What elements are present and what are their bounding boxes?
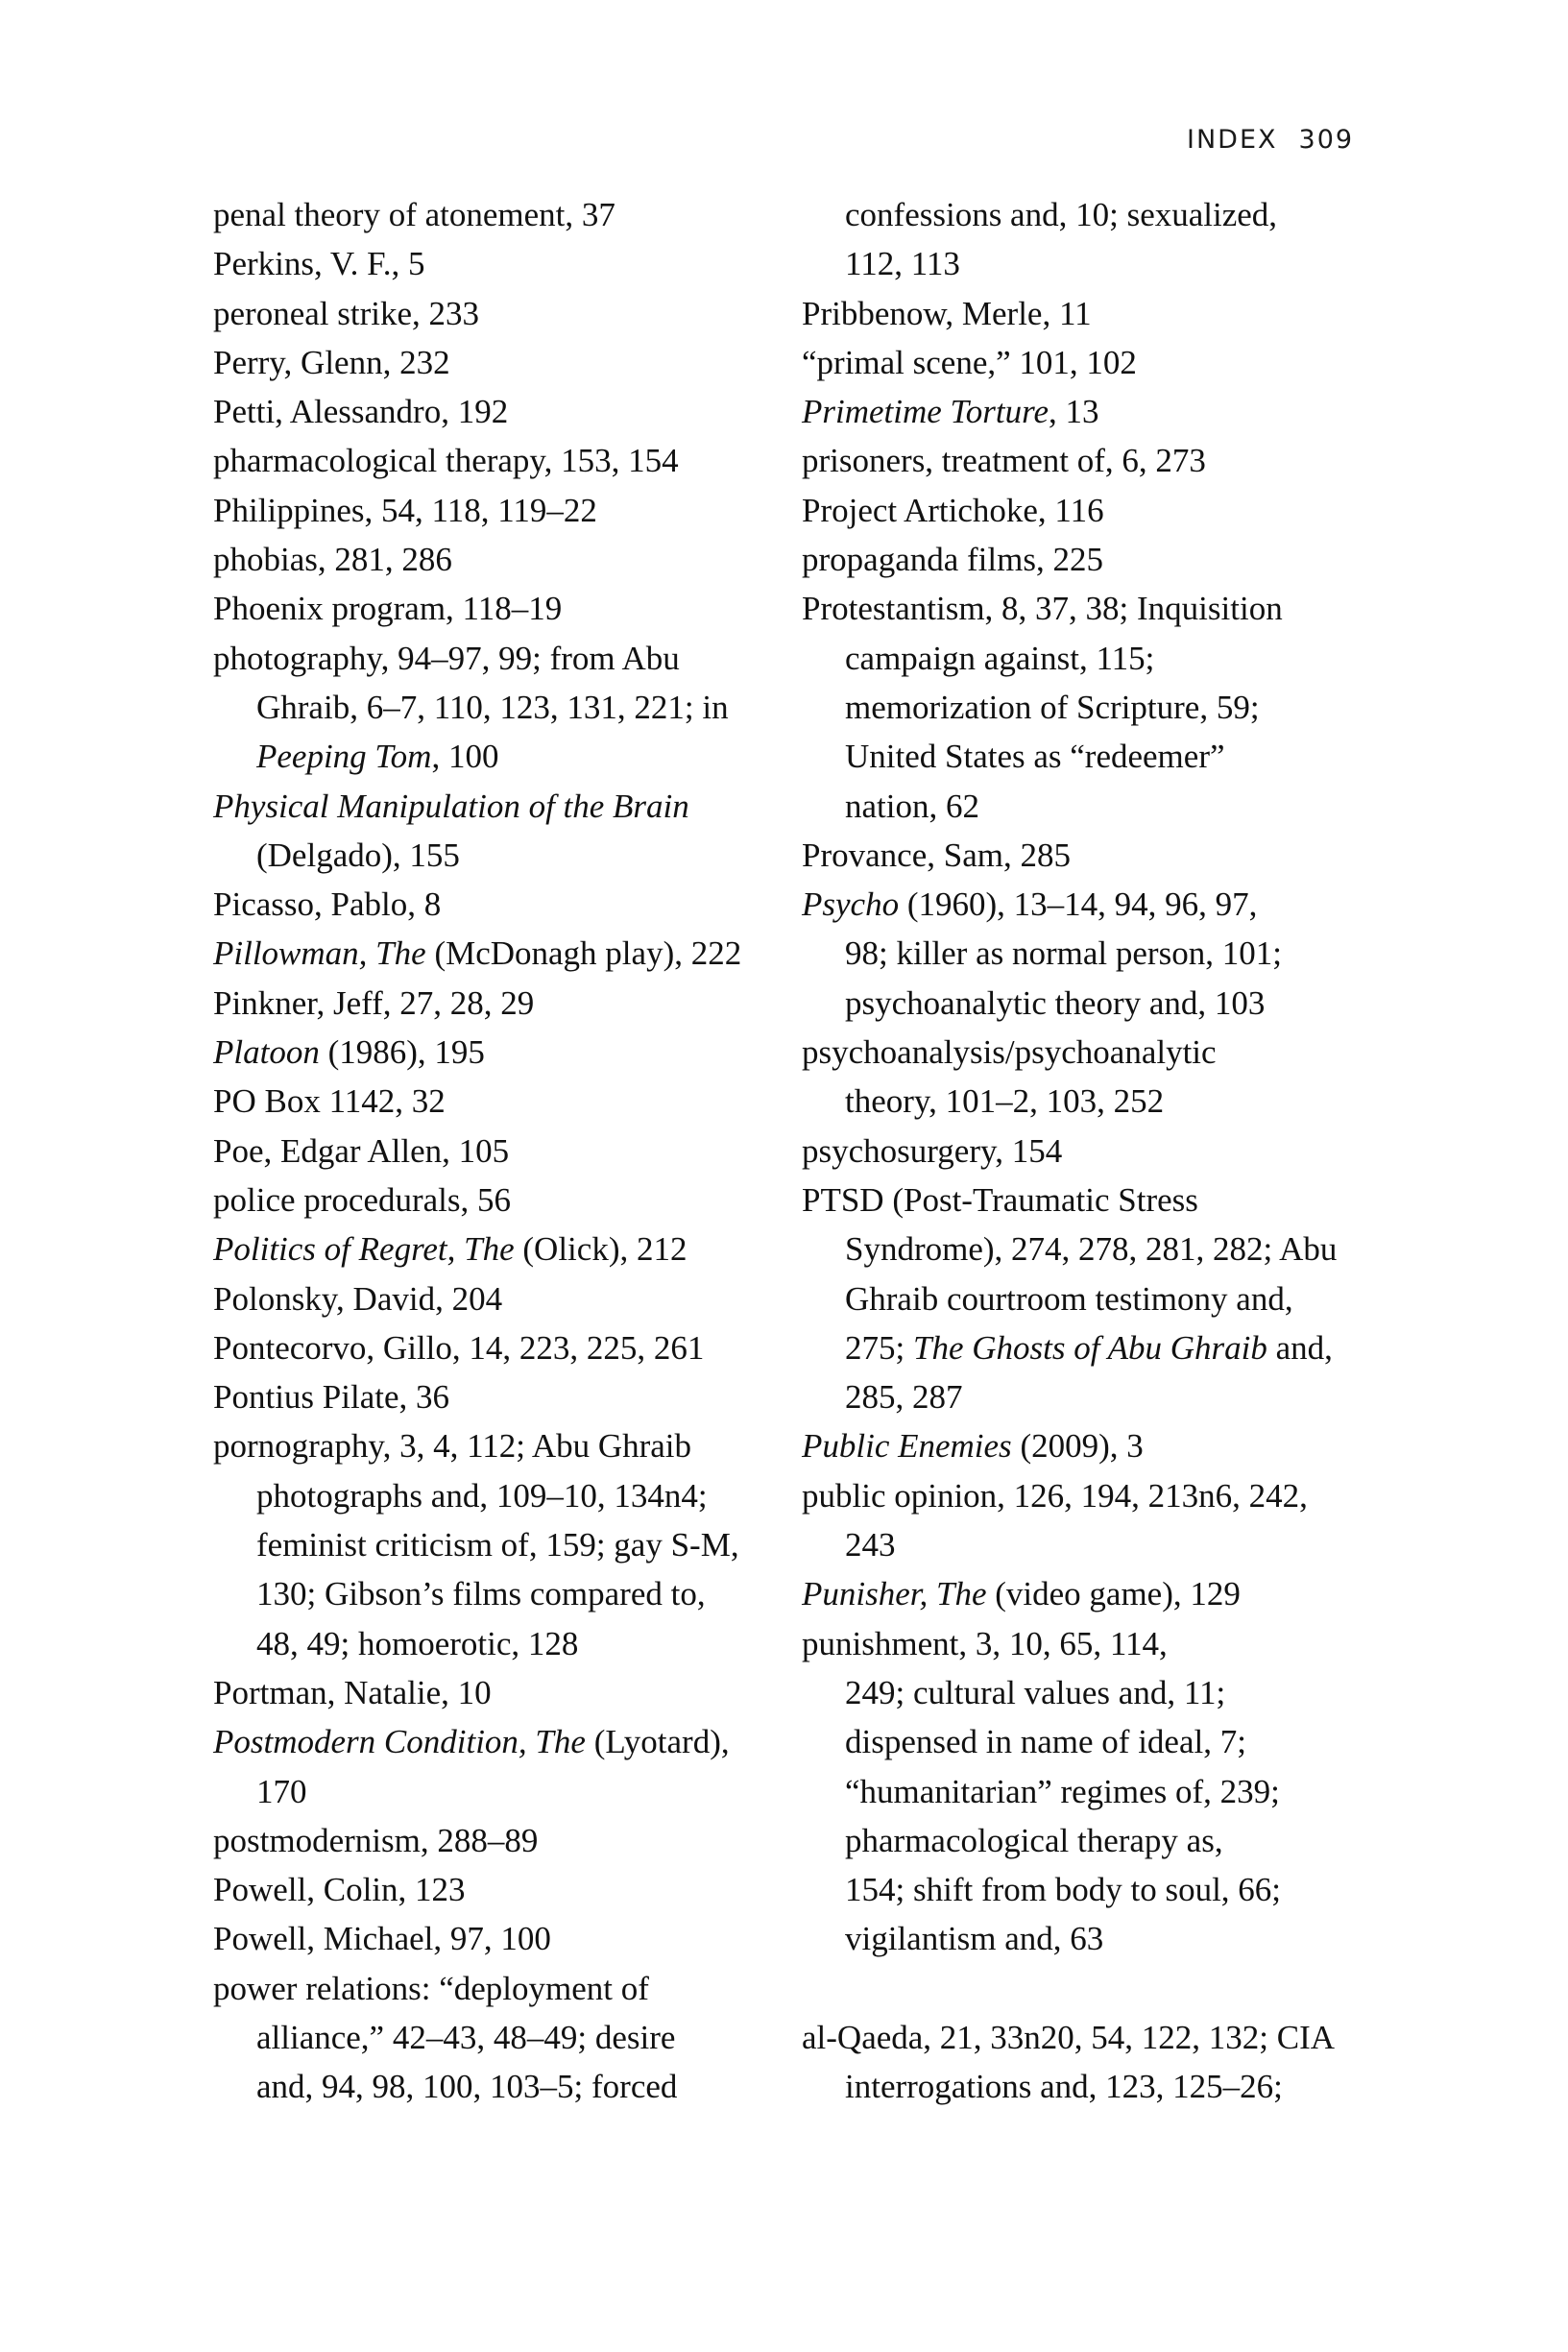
index-subline <box>802 782 1378 831</box>
entry-text: Perry, Glenn, 232 <box>213 343 450 381</box>
index-entry <box>802 1176 1378 1224</box>
section-label: INDEX <box>1187 125 1278 155</box>
title-text: Peeping Tom <box>256 738 432 776</box>
index-entry <box>213 979 789 1028</box>
index-entry <box>213 634 789 683</box>
entry-text: 130; Gibson’s films compared to, <box>256 1575 706 1613</box>
entry-text: vigilantism and, 63 <box>845 1920 1104 1958</box>
index-entry <box>802 880 1378 929</box>
index-entry <box>213 584 789 633</box>
entry-text: propaganda films, 225 <box>802 541 1103 579</box>
index-subline <box>213 1767 789 1816</box>
entry-text: punishment, 3, 10, 65, 114, <box>802 1624 1168 1662</box>
entry-text: confessions and, 10; sexualized, <box>845 196 1278 233</box>
entry-text: Polonsky, David, 204 <box>213 1279 503 1318</box>
index-entry <box>802 436 1378 485</box>
index-subline <box>213 831 789 880</box>
entry-text: Portman, Natalie, 10 <box>213 1673 492 1711</box>
entry-text: police procedurals, 56 <box>213 1180 512 1219</box>
title-text: Primetime Torture <box>802 393 1049 431</box>
entry-text: , 13 <box>1049 393 1099 431</box>
title-text: Punisher, The <box>802 1575 987 1613</box>
entry-text: United States as “redeemer” <box>845 738 1225 776</box>
index-entry <box>213 929 789 978</box>
index-entry <box>802 1471 1378 1520</box>
index-subline <box>802 1914 1378 1963</box>
index-entry <box>802 2013 1378 2062</box>
index-subline <box>802 929 1378 978</box>
index-subline <box>802 1224 1378 1273</box>
entry-text: Ghraib, 6–7, 110, 123, 131, 221; in <box>256 688 729 726</box>
entry-text: 48, 49; homoerotic, 128 <box>256 1624 579 1662</box>
entry-text: postmodernism, 288–89 <box>213 1821 539 1859</box>
index-entry <box>213 1816 789 1865</box>
index-entry <box>213 1421 789 1470</box>
index-subline <box>802 1520 1378 1569</box>
title-text: Pillowman, The <box>213 934 426 973</box>
index-column-left <box>213 190 789 2112</box>
entry-text: (1986), 195 <box>319 1033 485 1072</box>
index-entry <box>802 289 1378 338</box>
index-entry <box>213 1865 789 1914</box>
page-number: 309 <box>1298 125 1355 155</box>
entry-text: pharmacological therapy as, <box>845 1821 1223 1859</box>
index-subline <box>213 2062 789 2111</box>
index-entry <box>213 880 789 929</box>
entry-text: photographs and, 109–10, 134n4; <box>256 1476 708 1515</box>
entry-text: Pontius Pilate, 36 <box>213 1378 449 1417</box>
entry-text: public opinion, 126, 194, 213n6, 242, <box>802 1476 1308 1515</box>
index-entry <box>802 338 1378 387</box>
entry-text: “humanitarian” regimes of, 239; <box>845 1772 1280 1810</box>
index-subline <box>802 979 1378 1028</box>
index-entry <box>213 1372 789 1421</box>
entry-text: prisoners, treatment of, 6, 273 <box>802 442 1206 480</box>
index-entry <box>802 831 1378 880</box>
index-subline <box>213 2013 789 2062</box>
index-entry <box>213 338 789 387</box>
index-entry <box>802 1028 1378 1077</box>
entry-text: nation, 62 <box>845 787 979 825</box>
entry-text: Pribbenow, Merle, 11 <box>802 294 1092 332</box>
entry-text: (Olick), 212 <box>514 1230 688 1269</box>
entry-text: , 100 <box>431 738 499 776</box>
index-entry <box>802 584 1378 633</box>
entry-text: Powell, Michael, 97, 100 <box>213 1920 551 1958</box>
entry-text: power relations: “deployment of <box>213 1969 649 2007</box>
title-text: Platoon <box>213 1033 320 1072</box>
index-entry <box>213 1717 789 1766</box>
index-entry <box>802 1569 1378 1618</box>
index-subline <box>802 1077 1378 1126</box>
entry-text: 98; killer as normal person, 101; <box>845 934 1282 973</box>
index-entry <box>213 239 789 288</box>
entry-text: penal theory of atonement, 37 <box>213 196 615 233</box>
entry-text: and, <box>1266 1328 1333 1367</box>
title-text: The Ghosts of Abu Ghraib <box>912 1328 1267 1367</box>
entry-text: (Lyotard), <box>585 1723 730 1761</box>
index-entry <box>802 486 1378 535</box>
entry-text: (2009), 3 <box>1011 1427 1144 1466</box>
index-column-right <box>802 190 1378 2112</box>
index-entry <box>802 1619 1378 1668</box>
index-subline <box>802 2062 1378 2111</box>
index-entry <box>802 1127 1378 1176</box>
entry-text: dispensed in name of ideal, 7; <box>845 1723 1246 1761</box>
entry-text: Syndrome), 274, 278, 281, 282; Abu <box>845 1230 1338 1269</box>
index-entry <box>802 535 1378 584</box>
entry-text: pornography, 3, 4, 112; Abu Ghraib <box>213 1427 692 1466</box>
entry-text: Perkins, V. F., 5 <box>213 245 425 283</box>
index-subline <box>802 1372 1378 1421</box>
index-subline <box>802 1816 1378 1865</box>
index-subline <box>802 1767 1378 1816</box>
index-subline <box>802 732 1378 781</box>
index-entry <box>213 1964 789 2013</box>
entry-text: psychoanalytic theory and, 103 <box>845 983 1266 1022</box>
entry-text: Petti, Alessandro, 192 <box>213 393 509 431</box>
entry-text: PO Box 1142, 32 <box>213 1082 446 1121</box>
index-entry <box>213 1127 789 1176</box>
entry-text: al-Qaeda, 21, 33n20, 54, 122, 132; CIA <box>802 2018 1336 2056</box>
entry-text: (1960), 13–14, 94, 96, 97, <box>899 885 1258 924</box>
index-subline <box>802 683 1378 732</box>
index-entry <box>213 1224 789 1273</box>
index-entry <box>213 387 789 436</box>
index-entry <box>213 1176 789 1224</box>
entry-text: 249; cultural values and, 11; <box>845 1673 1226 1711</box>
entry-text: 154; shift from body to soul, 66; <box>845 1871 1282 1909</box>
index-subline <box>802 1668 1378 1717</box>
entry-text: peroneal strike, 233 <box>213 294 479 332</box>
entry-text: feminist criticism of, 159; gay S-M, <box>256 1526 739 1564</box>
index-subline <box>213 732 789 781</box>
entry-text: Provance, Sam, 285 <box>802 836 1071 874</box>
entry-text: 112, 113 <box>845 245 960 283</box>
index-subline <box>802 634 1378 683</box>
index-entry <box>213 1274 789 1323</box>
entry-text: Project Artichoke, 116 <box>802 491 1104 529</box>
entry-text: Phoenix program, 118–19 <box>213 590 563 628</box>
index-entry <box>213 1077 789 1126</box>
index-subline <box>802 239 1378 288</box>
index-subline <box>213 1471 789 1520</box>
entry-text: Powell, Colin, 123 <box>213 1871 466 1909</box>
entry-text: Protestantism, 8, 37, 38; Inquisition <box>802 590 1283 628</box>
index-entry <box>213 1323 789 1372</box>
index-subline <box>802 1323 1378 1372</box>
entry-text: campaign against, 115; <box>845 639 1155 677</box>
index-subline <box>802 1717 1378 1766</box>
entry-text: (McDonagh play), 222 <box>425 934 742 973</box>
entry-text: Pontecorvo, Gillo, 14, 223, 225, 261 <box>213 1328 705 1367</box>
title-text: Postmodern Condition, The <box>213 1723 586 1761</box>
entry-text: 275; <box>845 1328 913 1367</box>
index-subline <box>213 1619 789 1668</box>
running-head <box>1187 125 1354 155</box>
entry-text: Picasso, Pablo, 8 <box>213 885 442 924</box>
index-entry <box>213 1028 789 1077</box>
entry-text: Philippines, 54, 118, 119–22 <box>213 491 597 529</box>
entry-text: 243 <box>845 1526 896 1564</box>
index-subline <box>802 190 1378 239</box>
entry-text: interrogations and, 123, 125–26; <box>845 2068 1283 2106</box>
title-text: Public Enemies <box>802 1427 1012 1466</box>
entry-text: (video game), 129 <box>986 1575 1241 1613</box>
index-entry <box>213 1668 789 1717</box>
entry-text: 170 <box>256 1772 307 1810</box>
entry-text: photography, 94–97, 99; from Abu <box>213 639 680 677</box>
index-entry <box>213 1914 789 1963</box>
entry-text: psychoanalysis/psychoanalytic <box>802 1033 1217 1072</box>
entry-text: Pinkner, Jeff, 27, 28, 29 <box>213 983 535 1022</box>
title-text: Psycho <box>802 885 900 924</box>
title-text: Physical Manipulation of the Brain <box>213 787 689 825</box>
entry-text: and, 94, 98, 100, 103–5; forced <box>256 2068 678 2106</box>
index-entry <box>802 1421 1378 1470</box>
title-text: Politics of Regret, The <box>213 1230 515 1269</box>
entry-text: 285, 287 <box>845 1378 963 1417</box>
index-subline <box>802 1865 1378 1914</box>
entry-text: phobias, 281, 286 <box>213 541 452 579</box>
index-entry <box>213 486 789 535</box>
entry-text: psychosurgery, 154 <box>802 1131 1063 1170</box>
entry-text: (Delgado), 155 <box>256 836 460 874</box>
index-subline <box>213 683 789 732</box>
index-subline <box>213 1520 789 1569</box>
entry-text: Ghraib courtroom testimony and, <box>845 1279 1293 1318</box>
index-entry <box>213 782 789 831</box>
entry-text: pharmacological therapy, 153, 154 <box>213 442 679 480</box>
entry-text: PTSD (Post-Traumatic Stress <box>802 1180 1198 1219</box>
entry-text: “primal scene,” 101, 102 <box>802 343 1137 381</box>
entry-text: alliance,” 42–43, 48–49; desire <box>256 2018 676 2056</box>
index-entry <box>802 387 1378 436</box>
index-subline <box>213 1569 789 1618</box>
entry-text: Poe, Edgar Allen, 105 <box>213 1131 510 1170</box>
index-entry <box>213 190 789 239</box>
index-entry <box>213 289 789 338</box>
index-subline <box>802 1274 1378 1323</box>
entry-text: memorization of Scripture, 59; <box>845 688 1260 726</box>
index-entry <box>213 436 789 485</box>
index-entry <box>213 535 789 584</box>
entry-text: theory, 101–2, 103, 252 <box>845 1082 1165 1121</box>
letter-group-gap <box>802 1964 1378 2013</box>
